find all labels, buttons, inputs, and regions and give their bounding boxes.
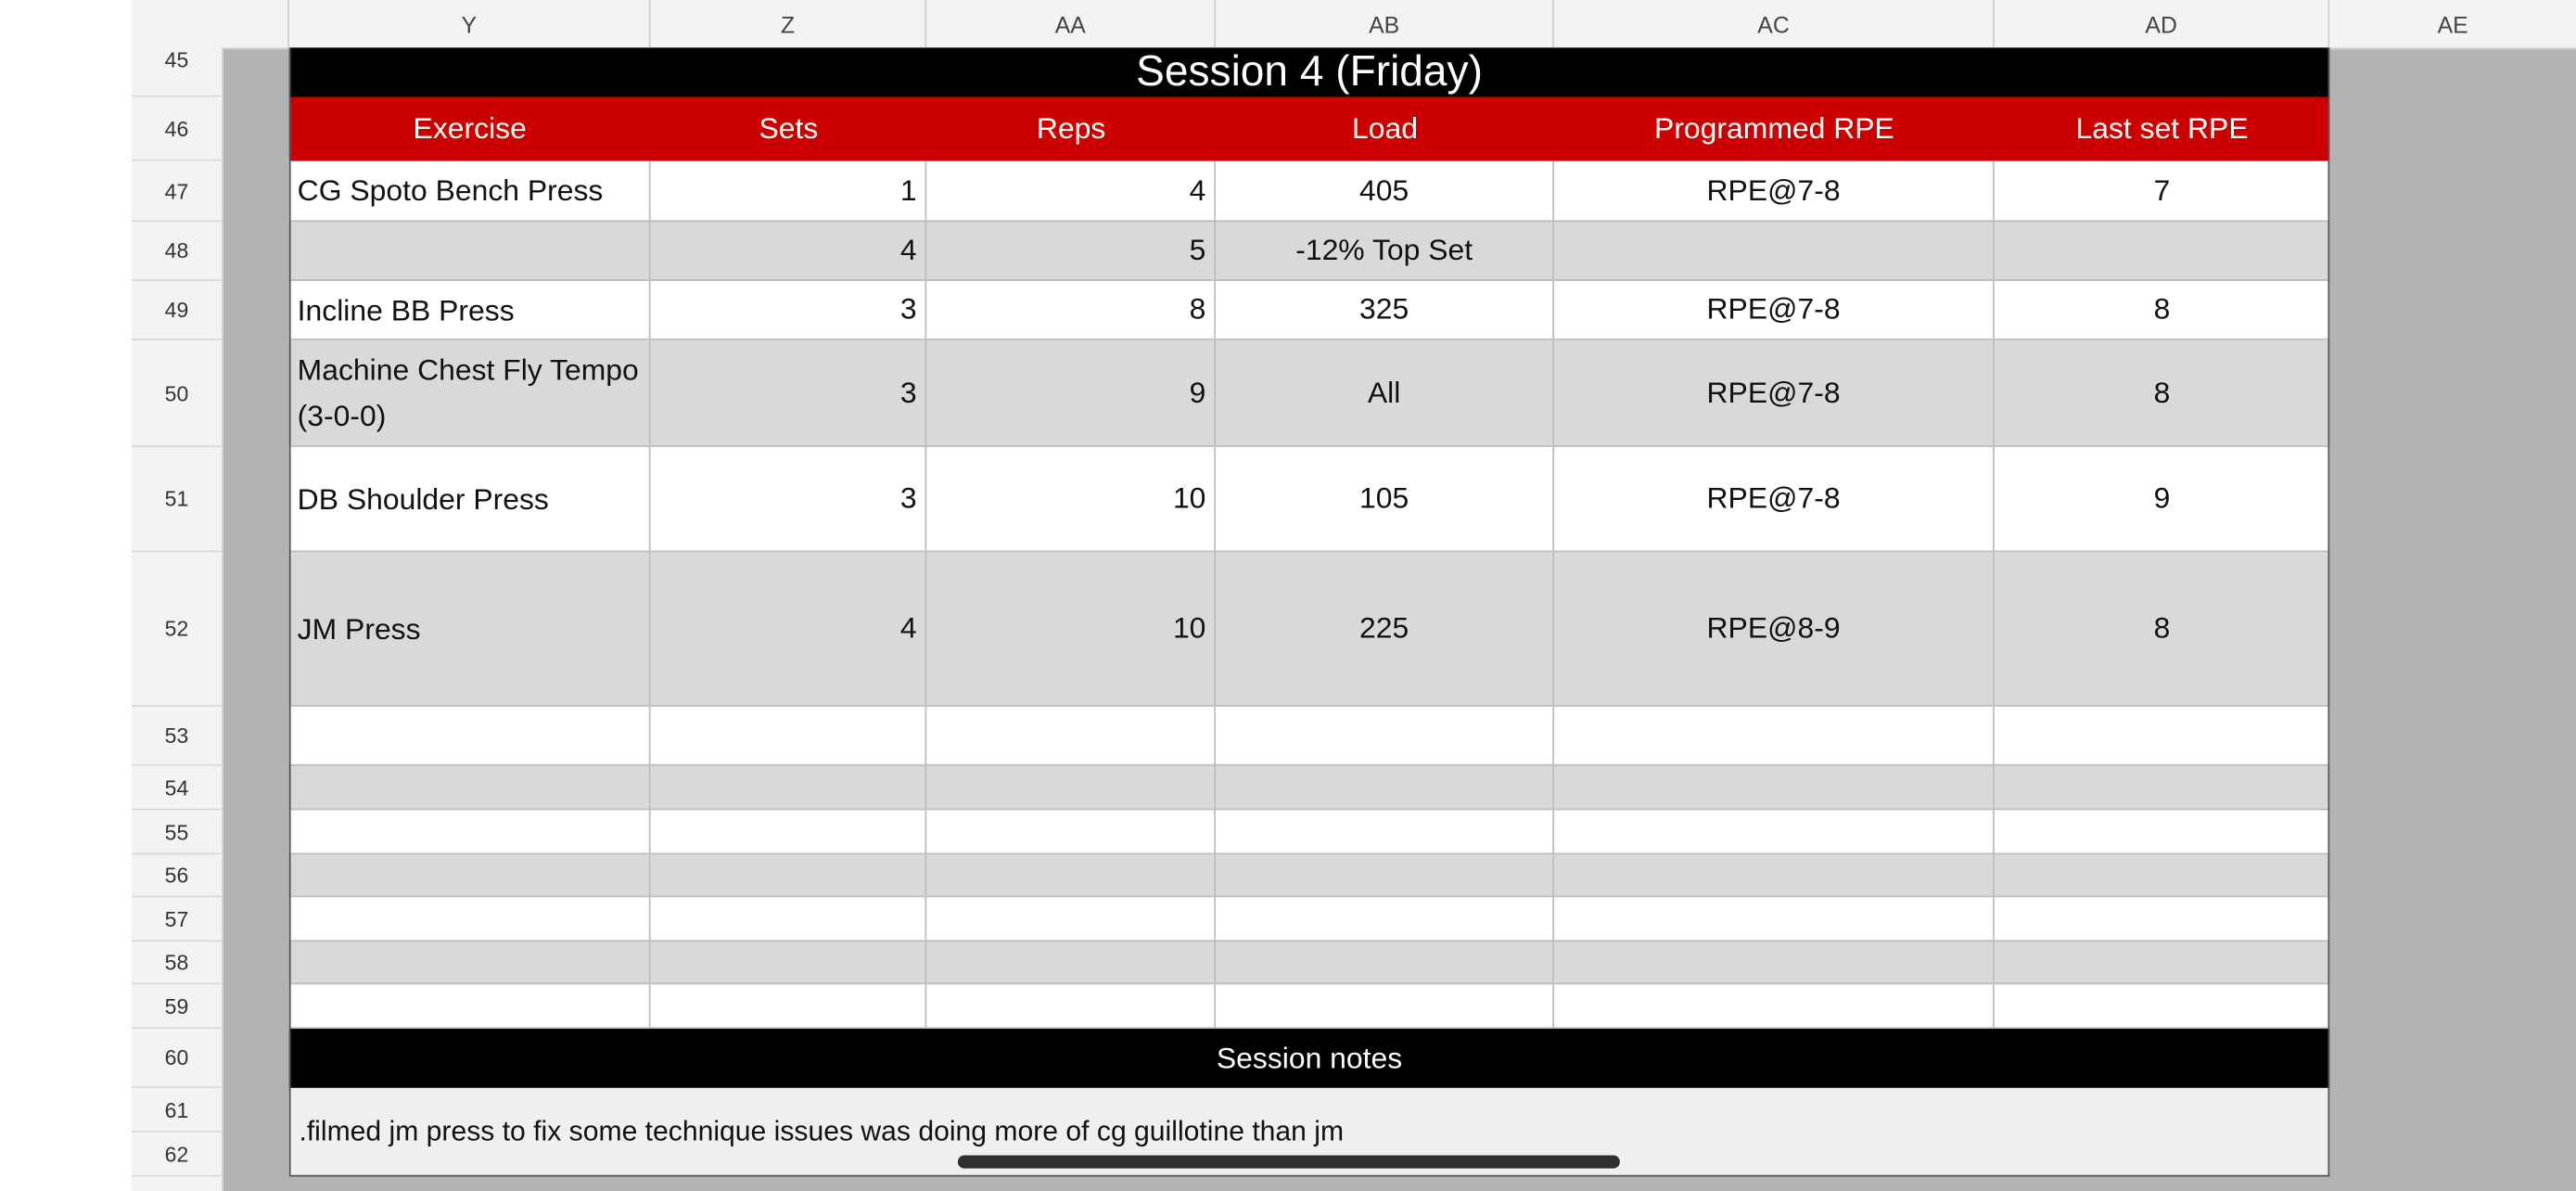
column-header-y[interactable]: Y <box>289 0 651 47</box>
empty-cell[interactable] <box>289 766 651 809</box>
empty-cell[interactable] <box>926 941 1216 982</box>
header-sets[interactable]: Sets <box>759 111 819 145</box>
left-margin <box>0 0 132 1191</box>
empty-cell[interactable] <box>651 810 927 852</box>
empty-row[interactable] <box>289 810 2329 854</box>
programmed-rpe-cell[interactable] <box>1554 222 1995 279</box>
row-header[interactable]: 50 <box>132 340 222 447</box>
last-set-rpe-cell[interactable]: 9 <box>2153 481 2171 515</box>
exercise-cell[interactable] <box>289 222 651 279</box>
sets-cell[interactable]: 4 <box>651 552 927 705</box>
empty-row[interactable] <box>289 984 2329 1029</box>
empty-cell[interactable] <box>1216 810 1554 852</box>
sets-cell[interactable]: 3 <box>651 281 927 339</box>
empty-cell[interactable] <box>1554 941 1995 982</box>
load-cell[interactable]: 325 <box>1216 281 1554 339</box>
empty-cell[interactable] <box>926 810 1216 852</box>
row-header[interactable]: 62 <box>132 1133 222 1177</box>
empty-row[interactable] <box>289 707 2329 766</box>
header-load[interactable]: Load <box>1352 111 1419 145</box>
load-cell[interactable]: 405 <box>1216 161 1554 221</box>
table-row <box>289 222 2329 281</box>
reps-cell[interactable]: 5 <box>926 222 1216 279</box>
header-last-set-rpe[interactable]: Last set RPE <box>2075 111 2249 145</box>
empty-cell[interactable] <box>1216 766 1554 809</box>
empty-cell[interactable] <box>1554 810 1995 852</box>
row-header[interactable]: 54 <box>132 766 222 811</box>
empty-cell[interactable] <box>289 897 651 940</box>
row-header[interactable]: 49 <box>132 281 222 340</box>
row-header[interactable]: 52 <box>132 552 222 707</box>
empty-row[interactable] <box>289 854 2329 897</box>
row-header-bar <box>132 47 223 1191</box>
table-row <box>289 447 2329 552</box>
row-header[interactable]: 53 <box>132 707 222 766</box>
exercise-cell[interactable]: JM Press <box>289 552 651 705</box>
load-cell[interactable]: -12% Top Set <box>1216 222 1554 279</box>
last-set-rpe-cell[interactable]: 8 <box>2153 611 2171 645</box>
row-header[interactable]: 47 <box>132 161 222 223</box>
programmed-rpe-cell[interactable]: RPE@7-8 <box>1554 447 1995 551</box>
table-header-row <box>289 97 2329 161</box>
row-header[interactable]: 60 <box>132 1029 222 1088</box>
empty-cell[interactable] <box>651 897 927 940</box>
empty-row[interactable] <box>289 897 2329 941</box>
empty-row[interactable] <box>289 766 2329 811</box>
column-header-bar <box>132 0 2576 49</box>
exercise-cell[interactable]: DB Shoulder Press <box>289 447 651 551</box>
session-notes-text[interactable]: .filmed jm press to fix some technique issues was doing more of cg guillotine than jm <box>289 1088 2329 1177</box>
table-row <box>289 281 2329 340</box>
empty-cell[interactable] <box>1216 707 1554 764</box>
session-title[interactable]: Session 4 (Friday) <box>289 47 2329 96</box>
select-all-corner[interactable] <box>132 0 289 47</box>
load-cell[interactable]: 225 <box>1216 552 1554 705</box>
programmed-rpe-cell[interactable]: RPE@7-8 <box>1554 161 1995 221</box>
table-row <box>289 340 2329 447</box>
column-header-z[interactable]: Z <box>651 0 927 47</box>
empty-cell[interactable] <box>1554 707 1995 764</box>
empty-cell[interactable] <box>1216 854 1554 895</box>
exercise-cell[interactable]: Incline BB Press <box>289 281 651 339</box>
programmed-rpe-cell[interactable]: RPE@7-8 <box>1554 340 1995 445</box>
last-set-rpe-cell[interactable] <box>1995 222 2329 279</box>
empty-cell[interactable] <box>289 941 651 982</box>
empty-cell[interactable] <box>289 854 651 895</box>
load-cell[interactable]: All <box>1216 340 1554 445</box>
empty-cell[interactable] <box>1554 766 1995 809</box>
row-header[interactable]: 61 <box>132 1088 222 1133</box>
empty-cell[interactable] <box>651 854 927 895</box>
row-header[interactable]: 46 <box>132 97 222 161</box>
column-header-ae[interactable]: AE <box>2437 10 2468 37</box>
reps-cell[interactable]: 4 <box>926 161 1216 221</box>
header-exercise[interactable]: Exercise <box>413 111 527 145</box>
empty-cell[interactable] <box>926 854 1216 895</box>
sets-cell[interactable]: 3 <box>651 447 927 551</box>
empty-cell[interactable] <box>926 707 1216 764</box>
row-header[interactable]: 45 <box>132 47 222 96</box>
column-header-ad[interactable]: AD <box>1995 0 2329 47</box>
empty-cell[interactable] <box>651 984 927 1027</box>
reps-cell[interactable]: 8 <box>926 281 1216 339</box>
sets-cell[interactable]: 1 <box>651 161 927 221</box>
load-cell[interactable]: 105 <box>1216 447 1554 551</box>
row-header[interactable]: 55 <box>132 810 222 854</box>
column-header-ac[interactable]: AC <box>1554 0 1995 47</box>
empty-cell[interactable] <box>1554 854 1995 895</box>
reps-cell[interactable]: 10 <box>926 447 1216 551</box>
exercise-cell[interactable]: CG Spoto Bench Press <box>289 161 651 221</box>
sets-cell[interactable]: 4 <box>651 222 927 279</box>
programmed-rpe-cell[interactable]: RPE@7-8 <box>1554 281 1995 339</box>
empty-cell[interactable] <box>926 897 1216 940</box>
empty-cell[interactable] <box>289 707 651 764</box>
empty-cell[interactable] <box>926 766 1216 809</box>
reps-cell[interactable]: 10 <box>926 552 1216 705</box>
empty-cell[interactable] <box>1216 984 1554 1027</box>
row-header[interactable]: 57 <box>132 897 222 941</box>
empty-cell[interactable] <box>1216 941 1554 982</box>
last-set-rpe-cell[interactable]: 8 <box>2153 292 2171 326</box>
row-header[interactable]: 48 <box>132 222 222 281</box>
programmed-rpe-cell[interactable]: RPE@8-9 <box>1554 552 1995 705</box>
empty-cell[interactable] <box>1216 897 1554 940</box>
empty-cell[interactable] <box>1554 984 1995 1027</box>
column-header-aa[interactable]: AA <box>926 0 1216 47</box>
column-header-ab[interactable]: AB <box>1216 0 1554 47</box>
header-programmed-rpe[interactable]: Programmed RPE <box>1654 111 1894 145</box>
empty-cell[interactable] <box>651 941 927 982</box>
row-header[interactable]: 59 <box>132 984 222 1029</box>
empty-cell[interactable] <box>651 707 927 764</box>
empty-cell[interactable] <box>289 984 651 1027</box>
empty-cell[interactable] <box>1554 897 1995 940</box>
header-reps[interactable]: Reps <box>1036 111 1106 145</box>
session-notes-header[interactable]: Session notes <box>289 1029 2329 1088</box>
table-row <box>289 161 2329 223</box>
reps-cell[interactable]: 9 <box>926 340 1216 445</box>
row-header[interactable]: 58 <box>132 941 222 984</box>
sets-cell[interactable]: 3 <box>651 340 927 445</box>
empty-row[interactable] <box>289 941 2329 984</box>
empty-cell[interactable] <box>289 810 651 852</box>
row-header[interactable]: 56 <box>132 854 222 897</box>
exercise-cell[interactable]: Machine Chest Fly Tempo (3-0-0) <box>289 340 651 445</box>
row-header[interactable]: 51 <box>132 447 222 552</box>
horizontal-scrollbar[interactable] <box>958 1156 1620 1169</box>
empty-cell[interactable] <box>651 766 927 809</box>
last-set-rpe-cell[interactable]: 7 <box>2153 173 2171 207</box>
table-row <box>289 552 2329 707</box>
empty-cell[interactable] <box>926 984 1216 1027</box>
last-set-rpe-cell[interactable]: 8 <box>2153 375 2171 409</box>
